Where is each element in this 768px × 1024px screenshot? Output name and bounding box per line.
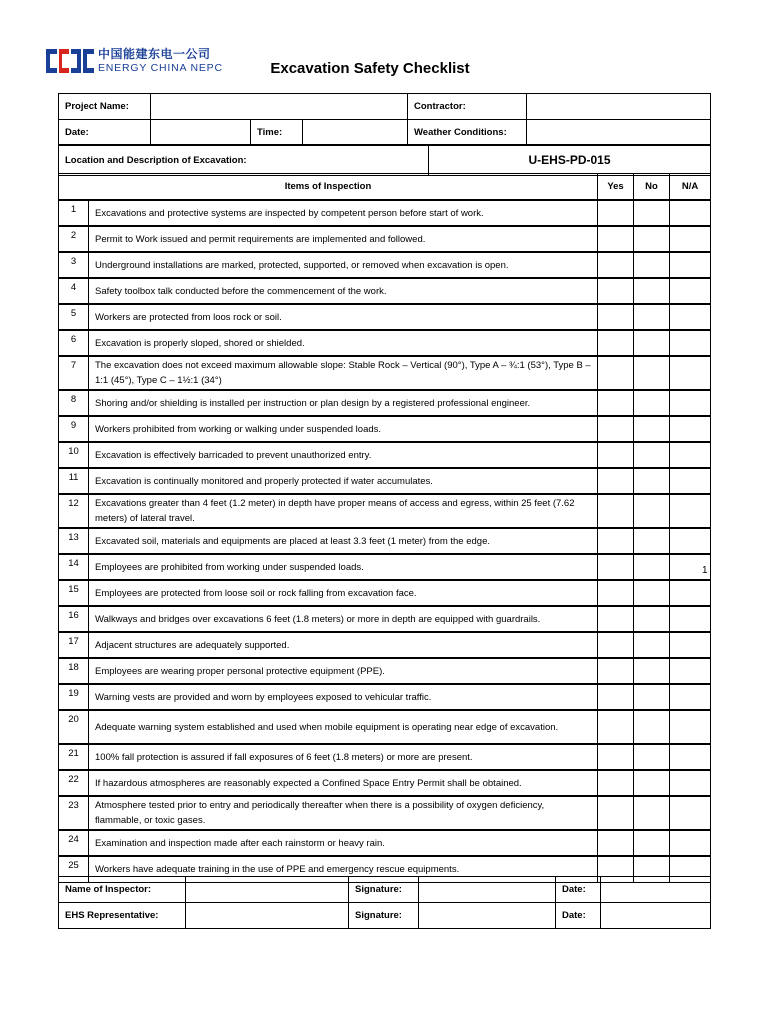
item-number <box>59 226 89 252</box>
no-checkbox-cell[interactable] <box>634 710 670 744</box>
inspector-date-label: Date: <box>556 877 601 903</box>
item-text: Safety toolbox talk conducted before the commencement of the work. <box>89 278 598 304</box>
ehs-date-field[interactable] <box>601 903 711 929</box>
item-number <box>59 200 89 226</box>
item-text: If hazardous atmospheres are reasonably expected a Confined Space Entry Permit shall be obtained. <box>89 770 598 796</box>
item-number <box>59 494 89 528</box>
item-number-text: 6 <box>70 334 77 345</box>
checklist-row <box>59 684 711 710</box>
no-checkbox-cell[interactable] <box>634 442 670 468</box>
yes-checkbox-cell[interactable] <box>598 796 634 830</box>
na-checkbox-cell[interactable] <box>670 416 711 442</box>
yes-checkbox-cell[interactable] <box>598 494 634 528</box>
no-column-header: No <box>634 174 670 201</box>
item-text: Employees are protected from loose soil or rock falling from excavation face. <box>89 580 598 606</box>
yes-checkbox-cell[interactable] <box>598 554 634 580</box>
time-label: Time: <box>251 120 303 146</box>
item-text: 100% fall protection is assured if fall exposures of 6 feet (1.8 meters) or more are present. <box>89 744 598 770</box>
checklist-row <box>59 390 711 416</box>
item-number-text: 24 <box>68 834 79 845</box>
no-checkbox-cell[interactable] <box>634 632 670 658</box>
time-field[interactable] <box>303 120 408 146</box>
contractor-field[interactable] <box>527 94 711 120</box>
item-text: Workers prohibited from working or walking under suspended loads. <box>89 416 598 442</box>
na-column-header: N/A <box>670 174 711 201</box>
item-number <box>59 632 89 658</box>
checklist-row <box>59 304 711 330</box>
inspection-items-table <box>58 173 711 883</box>
item-text: The excavation does not exceed maximum allowable slope: Stable Rock – Vertical (90°), Type A – ¾:1 (53°), Type B – 1:1 (45°), Type C – 1½:1 (34°) <box>89 356 598 390</box>
item-text: Excavated soil, materials and equipments are placed at least 3.3 feet (1 meter) from the edge. <box>89 528 598 554</box>
checklist-row <box>59 528 711 554</box>
no-checkbox-cell[interactable] <box>634 468 670 494</box>
item-number-text: 20 <box>68 714 79 725</box>
na-checkbox-cell[interactable] <box>670 744 711 770</box>
item-number-text: 19 <box>68 688 79 699</box>
item-text: Employees are wearing proper personal protective equipment (PPE). <box>89 658 598 684</box>
ehs-signature-field[interactable] <box>419 903 556 929</box>
item-number-text: 15 <box>68 584 79 595</box>
item-number-text: 25 <box>68 860 79 871</box>
item-number <box>59 658 89 684</box>
item-number <box>59 554 89 580</box>
inspector-date-field[interactable] <box>601 877 711 903</box>
yes-checkbox-cell[interactable] <box>598 684 634 710</box>
yes-checkbox-cell[interactable] <box>598 830 634 856</box>
item-text: Permit to Work issued and permit requirements are implemented and followed. <box>89 226 598 252</box>
na-checkbox-cell[interactable] <box>670 830 711 856</box>
location-table <box>58 144 711 176</box>
checklist-row <box>59 658 711 684</box>
inspector-name-field[interactable] <box>186 877 349 903</box>
checklist-row <box>59 356 711 390</box>
yes-checkbox-cell[interactable] <box>598 770 634 796</box>
no-checkbox-cell[interactable] <box>634 278 670 304</box>
na-checkbox-cell[interactable] <box>670 200 711 226</box>
item-number-text: 8 <box>70 394 77 405</box>
item-number-text: 5 <box>70 308 77 319</box>
item-number <box>59 744 89 770</box>
no-checkbox-cell[interactable] <box>634 684 670 710</box>
date-field[interactable] <box>151 120 251 146</box>
inspector-signature-field[interactable] <box>419 877 556 903</box>
no-checkbox-cell[interactable] <box>634 356 670 390</box>
document-code: U-EHS-PD-015 <box>429 145 711 175</box>
item-text: Underground installations are marked, protected, supported, or removed when excavation is open. <box>89 252 598 278</box>
ehs-label: EHS Representative: <box>59 903 186 929</box>
na-checkbox-cell[interactable] <box>670 494 711 528</box>
yes-checkbox-cell[interactable] <box>598 200 634 226</box>
item-number-text: 4 <box>70 282 77 293</box>
no-checkbox-cell[interactable] <box>634 744 670 770</box>
item-text: Excavations greater than 4 feet (1.2 meter) in depth have proper means of access and egress, within 25 feet (7.62 meters) of lateral travel. <box>89 494 598 528</box>
item-number-text: 22 <box>68 774 79 785</box>
na-checkbox-cell[interactable] <box>670 330 711 356</box>
checklist-row <box>59 416 711 442</box>
item-number-text: 11 <box>68 472 79 483</box>
yes-checkbox-cell[interactable] <box>598 416 634 442</box>
page-number: 1 <box>702 565 708 576</box>
item-number <box>59 830 89 856</box>
item-text: Atmosphere tested prior to entry and periodically thereafter when there is a possibility of oxygen deficiency, flammable, or toxic gases. <box>89 796 598 830</box>
item-number-text: 9 <box>70 420 77 431</box>
item-text: Warning vests are provided and worn by employees exposed to vehicular traffic. <box>89 684 598 710</box>
checklist-row <box>59 252 711 278</box>
item-number <box>59 606 89 632</box>
yes-checkbox-cell[interactable] <box>598 606 634 632</box>
item-text: Examination and inspection made after each rainstorm or heavy rain. <box>89 830 598 856</box>
checklist-row <box>59 442 711 468</box>
na-checkbox-cell[interactable] <box>670 278 711 304</box>
project-info-table <box>58 93 711 146</box>
item-text: Adequate warning system established and used when mobile equipment is operating near edge of excavation. <box>89 710 598 744</box>
item-number <box>59 330 89 356</box>
item-number <box>59 468 89 494</box>
na-checkbox-cell[interactable] <box>670 390 711 416</box>
signoff-table <box>58 876 711 929</box>
no-checkbox-cell[interactable] <box>634 304 670 330</box>
na-checkbox-cell[interactable] <box>670 528 711 554</box>
item-number <box>59 580 89 606</box>
checklist-row <box>59 278 711 304</box>
no-checkbox-cell[interactable] <box>634 226 670 252</box>
item-number <box>59 390 89 416</box>
item-number <box>59 684 89 710</box>
yes-checkbox-cell[interactable] <box>598 252 634 278</box>
no-checkbox-cell[interactable] <box>634 528 670 554</box>
yes-column-header: Yes <box>598 174 634 201</box>
no-checkbox-cell[interactable] <box>634 830 670 856</box>
checklist-row <box>59 710 711 744</box>
checklist-row <box>59 494 711 528</box>
page-title: Excavation Safety Checklist <box>270 60 470 77</box>
inspector-label: Name of Inspector: <box>59 877 186 903</box>
na-checkbox-cell[interactable] <box>670 442 711 468</box>
item-number-text: 3 <box>70 256 77 267</box>
item-text: Walkways and bridges over excavations 6 feet (1.8 meters) or more in depth are equipped with guardrails. <box>89 606 598 632</box>
yes-checkbox-cell[interactable] <box>598 528 634 554</box>
project-name-field[interactable] <box>151 94 408 120</box>
item-text: Excavation is effectively barricaded to prevent unauthorized entry. <box>89 442 598 468</box>
item-number-text: 2 <box>70 230 77 241</box>
item-text: Excavations and protective systems are inspected by competent person before start of work. <box>89 200 598 226</box>
yes-checkbox-cell[interactable] <box>598 632 634 658</box>
yes-checkbox-cell[interactable] <box>598 278 634 304</box>
no-checkbox-cell[interactable] <box>634 494 670 528</box>
logo-chinese-text: 中国能建东电一公司 <box>98 47 211 62</box>
no-checkbox-cell[interactable] <box>634 606 670 632</box>
weather-label: Weather Conditions: <box>408 120 527 146</box>
item-number <box>59 528 89 554</box>
yes-checkbox-cell[interactable] <box>598 658 634 684</box>
project-name-label: Project Name: <box>59 94 151 120</box>
item-number-text: 13 <box>68 532 79 543</box>
item-number-text: 17 <box>68 636 79 647</box>
location-label: Location and Description of Excavation: <box>59 145 429 175</box>
ehs-signature-label: Signature: <box>349 903 419 929</box>
na-checkbox-cell[interactable] <box>670 226 711 252</box>
weather-field[interactable] <box>527 120 711 146</box>
item-number <box>59 796 89 830</box>
checklist-row <box>59 632 711 658</box>
logo-english-text: ENERGY CHINA NEPC <box>98 62 223 75</box>
no-checkbox-cell[interactable] <box>634 252 670 278</box>
checklist-row <box>59 226 711 252</box>
item-number-text: 21 <box>68 748 79 759</box>
checklist-row <box>59 330 711 356</box>
item-number-text: 16 <box>68 610 79 621</box>
na-checkbox-cell[interactable] <box>670 580 711 606</box>
item-number <box>59 356 89 390</box>
no-checkbox-cell[interactable] <box>634 658 670 684</box>
checklist-row <box>59 744 711 770</box>
item-text: Employees are prohibited from working under suspended loads. <box>89 554 598 580</box>
item-number-text: 23 <box>68 800 79 811</box>
item-text: Workers are protected from loos rock or soil. <box>89 304 598 330</box>
yes-checkbox-cell[interactable] <box>598 580 634 606</box>
no-checkbox-cell[interactable] <box>634 416 670 442</box>
item-number <box>59 770 89 796</box>
no-checkbox-cell[interactable] <box>634 200 670 226</box>
item-number-text: 1 <box>70 204 77 215</box>
no-checkbox-cell[interactable] <box>634 390 670 416</box>
checklist-row <box>59 554 711 580</box>
na-checkbox-cell[interactable] <box>670 796 711 830</box>
item-number <box>59 304 89 330</box>
checklist-row <box>59 830 711 856</box>
item-number-text: 14 <box>68 558 79 569</box>
item-number-text: 18 <box>68 662 79 673</box>
ehs-name-field[interactable] <box>186 903 349 929</box>
item-number <box>59 710 89 744</box>
item-number <box>59 416 89 442</box>
no-checkbox-cell[interactable] <box>634 796 670 830</box>
na-checkbox-cell[interactable] <box>670 658 711 684</box>
na-checkbox-cell[interactable] <box>670 252 711 278</box>
yes-checkbox-cell[interactable] <box>598 356 634 390</box>
no-checkbox-cell[interactable] <box>634 330 670 356</box>
no-checkbox-cell[interactable] <box>634 580 670 606</box>
item-number <box>59 252 89 278</box>
na-checkbox-cell[interactable] <box>670 606 711 632</box>
item-number-text: 12 <box>68 498 79 509</box>
items-column-header: Items of Inspection <box>59 174 598 201</box>
yes-checkbox-cell[interactable] <box>598 744 634 770</box>
item-text: Workers have adequate training in the use of PPE and emergency rescue equipments. <box>89 856 598 882</box>
na-checkbox-cell[interactable] <box>670 684 711 710</box>
checklist-row <box>59 468 711 494</box>
yes-checkbox-cell[interactable] <box>598 442 634 468</box>
na-checkbox-cell[interactable] <box>670 632 711 658</box>
checklist-row <box>59 606 711 632</box>
checklist-row <box>59 580 711 606</box>
na-checkbox-cell[interactable] <box>670 770 711 796</box>
checklist-row <box>59 796 711 830</box>
item-text: Excavation is properly sloped, shored or shielded. <box>89 330 598 356</box>
yes-checkbox-cell[interactable] <box>598 390 634 416</box>
yes-checkbox-cell[interactable] <box>598 330 634 356</box>
inspector-signature-label: Signature: <box>349 877 419 903</box>
checklist-row <box>59 770 711 796</box>
item-text: Adjacent structures are adequately supported. <box>89 632 598 658</box>
yes-checkbox-cell[interactable] <box>598 304 634 330</box>
yes-checkbox-cell[interactable] <box>598 226 634 252</box>
item-number-text: 10 <box>68 446 79 457</box>
ehs-date-label: Date: <box>556 903 601 929</box>
yes-checkbox-cell[interactable] <box>598 710 634 744</box>
item-text: Excavation is continually monitored and properly protected if water accumulates. <box>89 468 598 494</box>
date-label: Date: <box>59 120 151 146</box>
na-checkbox-cell[interactable] <box>670 710 711 744</box>
yes-checkbox-cell[interactable] <box>598 468 634 494</box>
checklist-row <box>59 200 711 226</box>
na-checkbox-cell[interactable] <box>670 468 711 494</box>
item-number <box>59 278 89 304</box>
item-number-text: 7 <box>70 360 77 371</box>
na-checkbox-cell[interactable] <box>670 356 711 390</box>
item-number <box>59 442 89 468</box>
na-checkbox-cell[interactable] <box>670 304 711 330</box>
item-text: Shoring and/or shielding is installed per instruction or plan design by a registered professional engineer. <box>89 390 598 416</box>
no-checkbox-cell[interactable] <box>634 770 670 796</box>
contractor-label: Contractor: <box>408 94 527 120</box>
no-checkbox-cell[interactable] <box>634 554 670 580</box>
